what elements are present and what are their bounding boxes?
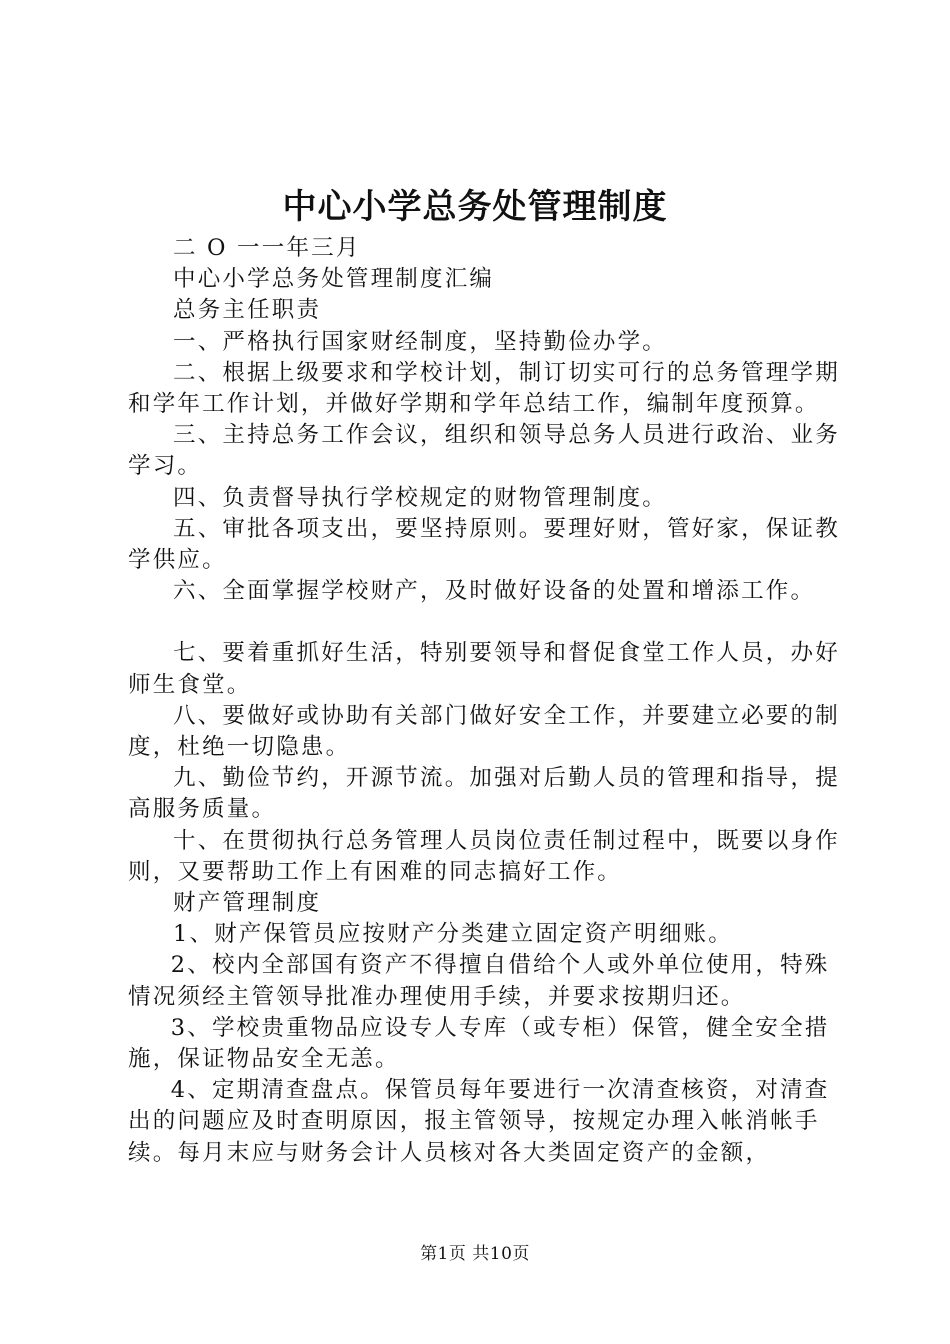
duty-item-9: 九、勤俭节约，开源节流。加强对后勤人员的管理和指导，提高服务质量。	[128, 765, 840, 823]
duty-item-7: 七、要着重抓好生活，特别要领导和督促食堂工作人员，办好师生食堂。	[128, 640, 840, 698]
duty-item-10: 十、在贯彻执行总务管理人员岗位责任制过程中，既要以身作则，又要帮助工作上有困难的同志搞好工作。	[128, 827, 840, 885]
document-title: 中心小学总务处管理制度	[282, 187, 668, 227]
compilation-title: 中心小学总务处管理制度汇编	[173, 266, 495, 293]
section-heading-director-duties: 总务主任职责	[173, 297, 322, 324]
date-line: 二 O 一一年三月	[173, 235, 361, 261]
duty-item-5: 五、审批各项支出，要坚持原则。要理好财，管好家，保证教学供应。	[128, 515, 840, 574]
property-rule-2: 2、校内全部国有资产不得擅自借给个人或外单位使用，特殊情况须经主管领导批准办理使用手续，并要求按期归还。	[128, 952, 830, 1010]
duty-item-2: 二、根据上级要求和学校计划，制订切实可行的总务管理学期和学年工作计划，并做好学期和学年总结工作，编制年度预算。	[128, 359, 840, 418]
duty-item-1: 一、严格执行国家财经制度，坚持勤俭办学。	[173, 328, 668, 355]
duty-item-8: 八、要做好或协助有关部门做好安全工作，并要建立必要的制度，杜绝一切隐患。	[128, 702, 840, 761]
page-number-footer: 第1页 共10页	[420, 1244, 530, 1264]
duty-item-4: 四、负责督导执行学校规定的财物管理制度。	[173, 484, 668, 511]
property-rule-4: 4、定期清查盘点。保管员每年要进行一次清查核资，对清查出的问题应及时查明原因，报主管领导，按规定办理入帐消帐手续。每月末应与财务会计人员核对各大类固定资产的金额，	[128, 1077, 830, 1166]
duty-item-6: 六、全面掌握学校财产，及时做好设备的处置和增添工作。	[173, 578, 816, 605]
property-rule-3: 3、学校贵重物品应设专人专库（或专柜）保管，健全安全措施，保证物品安全无恙。	[128, 1014, 830, 1073]
document-body	[128, 233, 840, 1169]
section-heading-property-management: 财产管理制度	[173, 890, 322, 917]
property-rule-1: 1、财产保管员应按财产分类建立固定资产明细账。	[173, 921, 733, 948]
duty-item-3: 三、主持总务工作会议，组织和领导总务人员进行政治、业务学习。	[128, 422, 840, 480]
